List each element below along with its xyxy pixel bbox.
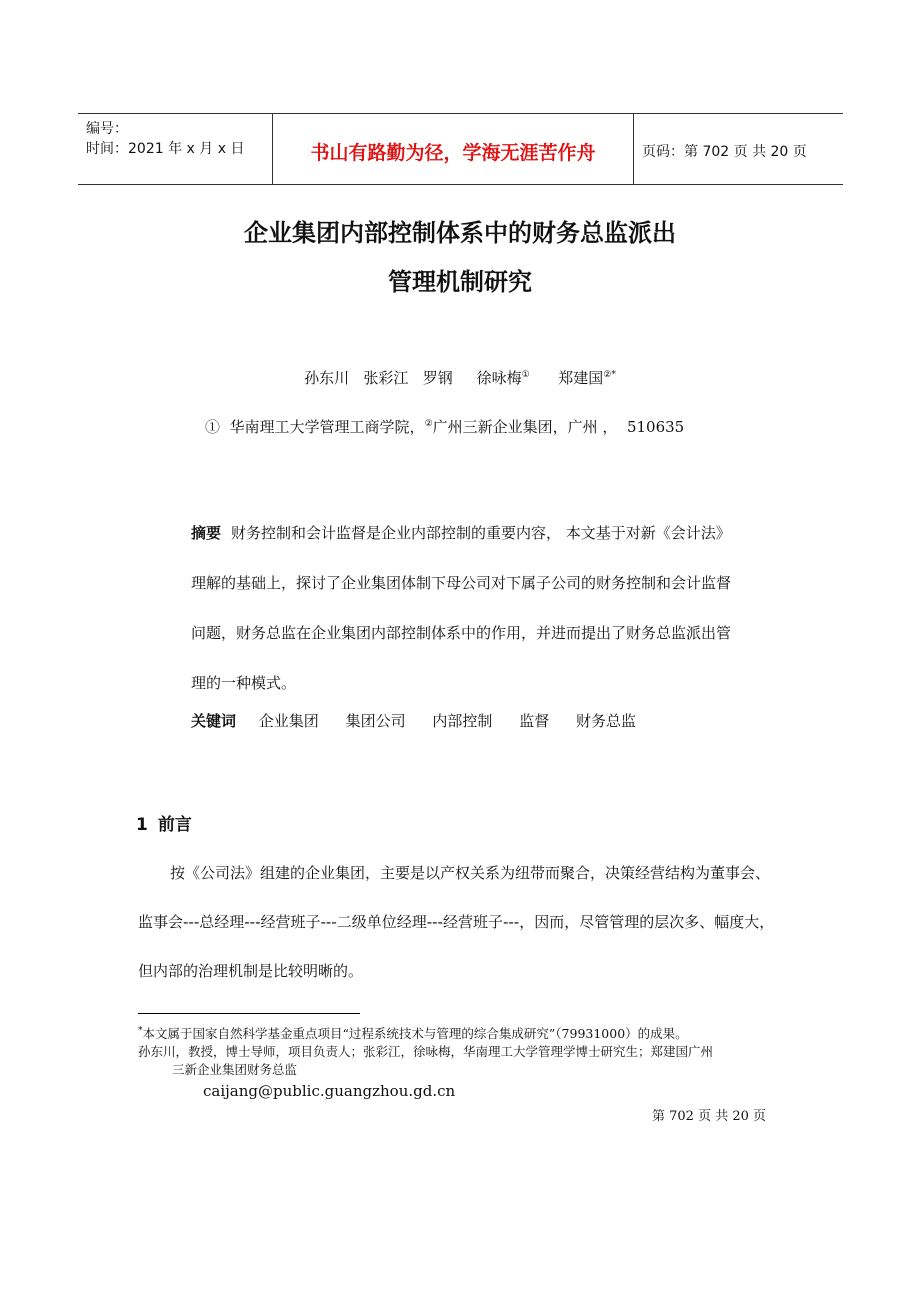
abstract-text: 财务控制和会计监督是企业内部控制的重要内容， 本文基于对新《会计法》理解的基础上，探讨了企业集团体制下母公司对下属子公司的财务控制和会计监督问题，财务总监在企业集团内部控制体系中的作用，并进而提出了财务总监派出管理的一种模式。 — [191, 524, 732, 692]
affiliation-marker: ① — [205, 418, 221, 436]
author-names: 孙东川 张彩江 罗钢 徐咏梅 — [304, 369, 522, 387]
footnote-mark: * — [138, 1026, 143, 1036]
header-motto-cell — [273, 114, 634, 184]
affiliation — [205, 416, 684, 437]
paper-title-line2: 管理机制研究 — [388, 268, 532, 296]
header-motto: 书山有路勤为径，学海无涯苦作舟 — [310, 142, 596, 164]
affiliation-text-1: 华南理工大学管理工商学院， — [220, 418, 425, 436]
footnote-line-1-text: 本文属于国家自然科学基金重点项目“过程系统技术与管理的综合集成研究”（79931000）的成果。 — [142, 1026, 688, 1042]
section-number: 1 — [136, 815, 148, 835]
keyword-item: 集团公司 — [345, 712, 406, 730]
keyword-item: 监督 — [519, 712, 550, 730]
header-page-cell — [634, 114, 843, 184]
document-header — [78, 113, 843, 185]
footnote-line-3: 三新企业集团财务总监 — [172, 1062, 298, 1078]
section-paragraph: 按《公司法》组建的企业集团，主要是以产权关系为纽带而聚合，决策经营结构为董事会、监事会---总经理---经营班子---二级单位经理---经营班子---，因而，尽管管理的层次多、幅度大，但内部的治理机制是比较明晰的。 — [138, 864, 775, 980]
serial-label: 编号： — [86, 121, 128, 137]
footnote-divider — [138, 1013, 360, 1014]
footnote-line-1 — [138, 1026, 688, 1041]
date-label: 时间：2021 年 x 月 x 日 — [86, 141, 245, 157]
abstract — [191, 508, 731, 708]
abstract-label: 摘要 — [191, 524, 222, 542]
affiliation-sup: ② — [424, 419, 433, 429]
author-sup-1: ① — [521, 370, 530, 380]
keywords-label: 关键词 — [191, 712, 237, 730]
footnote-email: caijang@public.guangzhou.gd.cn — [203, 1082, 456, 1100]
affiliation-text-2: 广州三新企业集团，广州 ， 510635 — [432, 418, 685, 436]
keyword-item: 财务总监 — [575, 712, 636, 730]
footnote — [138, 1022, 798, 1079]
footnote-line-2: 孙东川，教授，博士导师，项目负责人；张彩江，徐咏梅，华南理工大学管理学博士研究生；郑建国广州 — [138, 1044, 714, 1060]
page-footer: 第 702 页 共 20 页 — [652, 1109, 767, 1124]
author-list — [0, 367, 920, 388]
keyword-item: 内部控制 — [432, 712, 493, 730]
author-sup-2: ②* — [603, 370, 616, 380]
section-heading — [136, 810, 192, 835]
paper-title-line1: 企业集团内部控制体系中的财务总监派出 — [244, 219, 676, 247]
header-left-cell — [78, 114, 273, 184]
header-page-info: 页码：第 702 页 共 20 页 — [642, 144, 807, 160]
section-title: 前言 — [157, 815, 192, 835]
author-last: 郑建国 — [558, 369, 604, 387]
keywords — [191, 710, 658, 731]
keyword-item: 企业集团 — [258, 712, 319, 730]
